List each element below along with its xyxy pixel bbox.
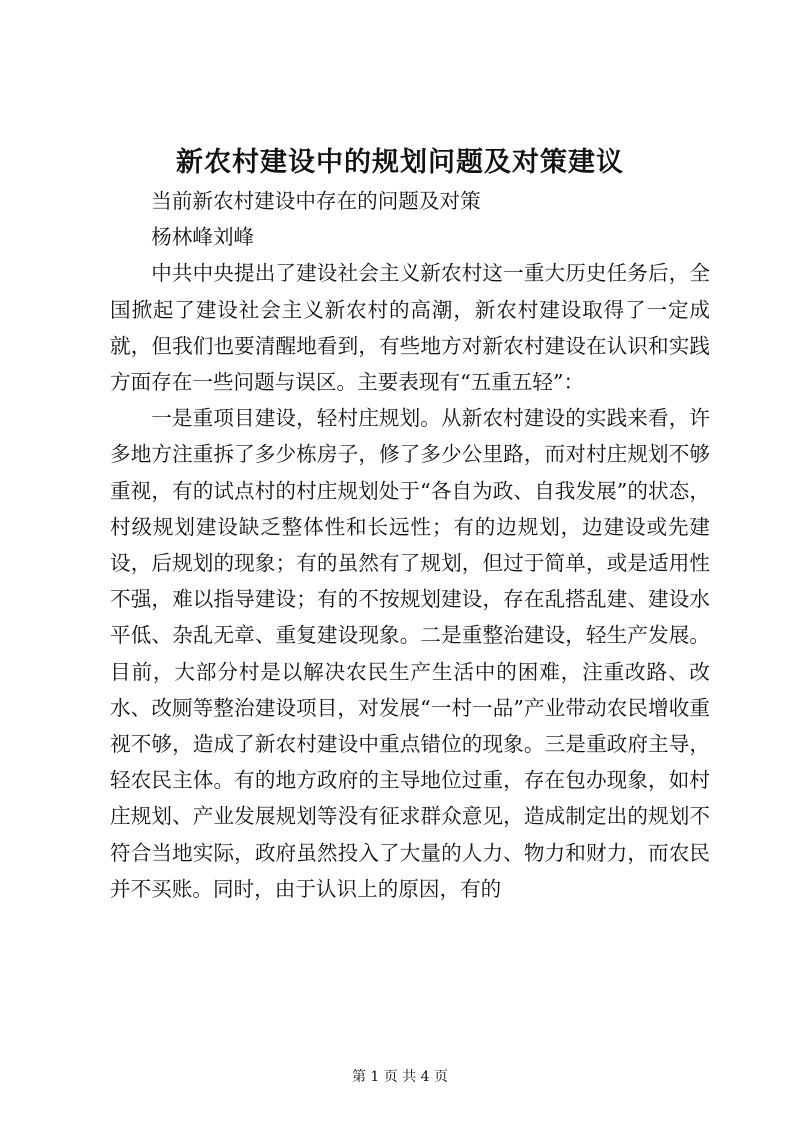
subtitle-paragraph: 当前新农村建设中存在的问题及对策 <box>151 189 481 213</box>
author-paragraph: 杨林峰刘峰 <box>151 225 255 250</box>
page-number-footer: 第 1 页 共 4 页 <box>351 1069 449 1085</box>
document-title: 新农村建设中的规划问题及对策建议 <box>176 147 624 178</box>
document-body <box>110 183 710 907</box>
body-paragraph: 一是重项目建设，轻村庄规划。从新农村建设的实践来看，许多地方注重拆了多少栋房子，修了多少公里路，而对村庄规划不够重视，有的试点村的村庄规划处于“各自为政、自我发展”的状态，村级规划建设缺乏整体性和长远性；有的边规划，边建设或先建设，后规划的现象；有的虽然有了规划，但过于简单，或是适用性不强，难以指导建设；有的不按规划建设，存在乱搭乱建、建设水平低、杂乱无章、重复建设现象。二是重整治建设，轻生产发展。目前，大部分村是以解决农民生产生活中的困难，注重改路、改水、改厕等整治建设项目，对发展“一村一品”产业带动农民增收重视不够，造成了新农村建设中重点错位的现象。三是重政府主导，轻农民主体。有的地方政府的主导地位过重，存在包办现象，如村庄规划、产业发展规划等没有征求群众意见，造成制定出的规划不符合当地实际，政府虽然投入了大量的人力、物力和财力，而农民并不买账。同时，由于认识上的原因，有的 <box>110 406 710 901</box>
body-paragraph: 中共中央提出了建设社会主义新农村这一重大历史任务后，全国掀起了建设社会主义新农村的高潮，新农村建设取得了一定成就，但我们也要清醒地看到，有些地方对新农村建设在认识和实践方面存在一些问题与误区。主要表现有“五重五轻”： <box>110 261 710 395</box>
